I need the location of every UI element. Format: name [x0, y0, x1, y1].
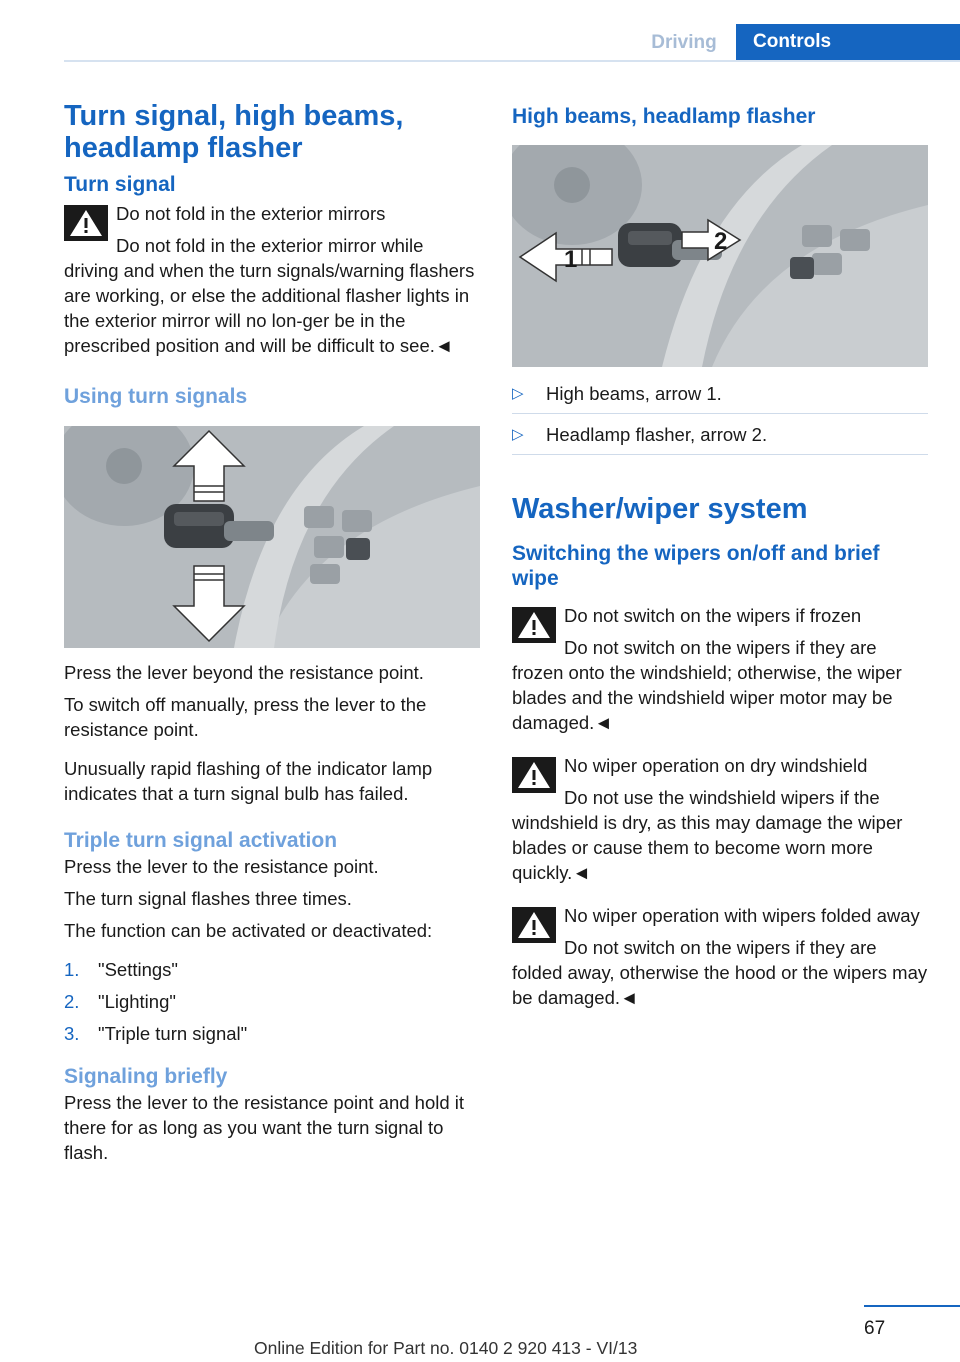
list-item: 1. "Settings"	[64, 959, 178, 980]
turn-signal-heading: Turn signal	[64, 173, 176, 196]
tab-controls[interactable]: Controls	[736, 24, 960, 60]
turn-signal-lever-figure	[64, 426, 480, 648]
page-number-rule	[864, 1305, 960, 1307]
triple-turn-signal-heading: Triple turn signal activation	[64, 829, 338, 852]
triple-text-1: Press the lever to the resistance point.	[64, 856, 379, 877]
high-beams-heading: High beams, headlamp flasher	[512, 105, 816, 128]
list-item: 3. "Triple turn signal"	[64, 1023, 248, 1044]
warning-title: No wiper operation on dry windshield	[564, 755, 868, 776]
warning-mirrors	[64, 201, 480, 358]
signaling-briefly-text: Press the lever to the resistance point and hold it there for as long as you want the turn signal to flash.	[64, 1092, 465, 1163]
page-number: 67	[864, 1318, 886, 1339]
switching-wipers-heading: Switching the wipers on/off and brief wipe	[512, 542, 880, 590]
header-rule	[64, 60, 960, 62]
switch-off-text: To switch off manually, press the lever to the resistance point.	[64, 694, 427, 740]
warning-icon	[64, 205, 108, 241]
warning-icon	[512, 757, 556, 793]
warning-body: Do not switch on the wipers if they are frozen onto the windshield; otherwise, the wiper blades and the windshield wiper motor may be damaged.◄	[512, 637, 902, 733]
using-turn-signals-heading: Using turn signals	[64, 385, 248, 408]
warning-icon	[512, 607, 556, 643]
edition-footer: Online Edition for Part no. 0140 2 920 413 - VI/13	[254, 1338, 638, 1358]
warning-title: Do not switch on the wipers if frozen	[564, 605, 862, 626]
washer-wiper-heading: Washer/wiper system	[512, 493, 808, 525]
warning-title: No wiper operation with wipers folded away	[564, 905, 920, 926]
rapid-flashing-text: Unusually rapid flashing of the indicator lamp indicates that a turn signal bulb has failed.	[64, 758, 433, 804]
signaling-briefly-heading: Signaling briefly	[64, 1065, 228, 1088]
warning-frozen	[512, 603, 928, 735]
left-column	[64, 100, 480, 1165]
warning-icon	[512, 907, 556, 943]
warning-title: Do not fold in the exterior mirrors	[116, 203, 386, 224]
section-title: Turn signal, high beams, headlamp flasher	[64, 100, 404, 164]
tab-driving[interactable]: Driving	[651, 32, 717, 53]
settings-steps	[64, 957, 480, 1046]
triangle-bullet-icon: ▷	[512, 426, 524, 443]
warning-body: Do not switch on the wipers if they are folded away, otherwise the hood or the wipers may be damaged.◄	[512, 937, 928, 1008]
right-column	[512, 100, 928, 1010]
triangle-bullet-icon: ▷	[512, 385, 524, 402]
warning-body: Do not fold in the exterior mirror while driving and when the turn signals/warning flashers are working, or else the additional flasher lights in the exterior mirror will no lon‐ger be in the prescribed position and will be difficult to see.◄	[64, 235, 475, 356]
press-lever-text: Press the lever beyond the resistance point.	[64, 662, 424, 683]
arrow-2-label: 2	[714, 228, 728, 255]
warning-body: Do not use the windshield wipers if the windshield is dry, as this may damage the wiper blades or cause them to become worn more quickly.◄	[512, 787, 903, 883]
high-beams-list	[512, 381, 928, 455]
list-item: ▷ High beams, arrow 1.	[512, 381, 928, 414]
high-beams-lever-figure	[512, 145, 928, 367]
warning-wipers-folded	[512, 903, 928, 1010]
triple-text-2: The turn signal flashes three times.	[64, 888, 352, 909]
list-item: ▷ Headlamp flasher, arrow 2.	[512, 422, 928, 455]
arrow-1-label: 1	[564, 246, 578, 273]
list-item: 2. "Lighting"	[64, 991, 176, 1012]
warning-dry-windshield	[512, 753, 928, 885]
triple-text-3: The function can be activated or deactivated:	[64, 920, 433, 941]
